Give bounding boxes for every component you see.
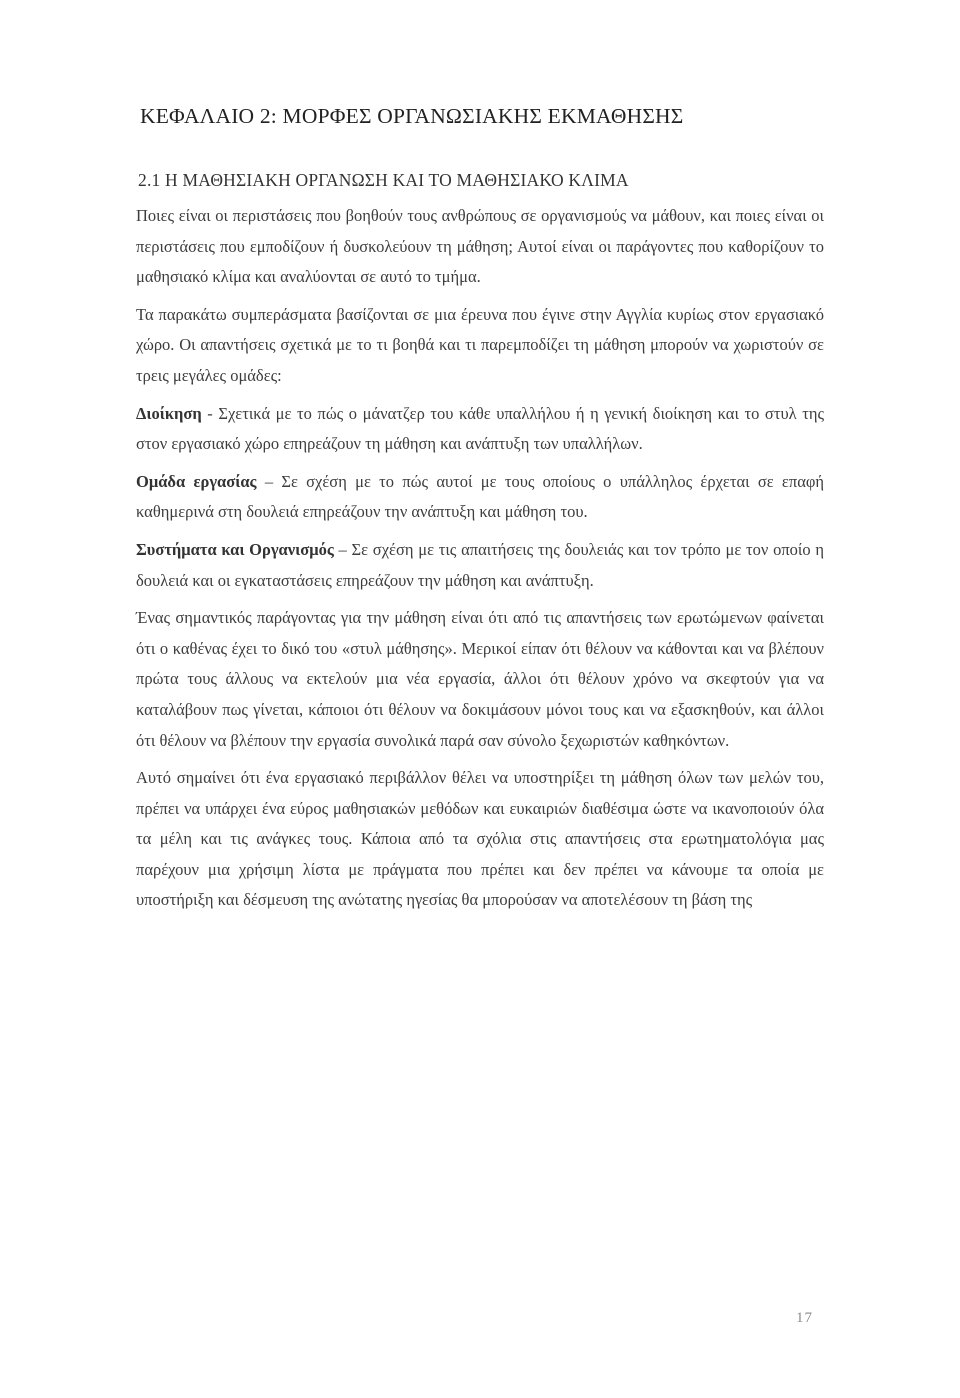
- paragraph-learning-style: Ένας σημαντικός παράγοντας για την μάθηση είναι ότι από τις απαντήσεις των ερωτώμενων φαίνεται ότι ο καθένας έχει το δικό του «στυλ μάθησης». Μερικοί είπαν ότι θέλουν να κάθονται και να βλέπουν πρώτα τους άλλους να εκτελούν μια νέα εργασία, άλλοι ότι θέλουν χρόνο να σκεφτούν για να καταλάβουν πως γίνεται, κάποιοι ότι θέλουν να δοκιμάσουν μόνοι τους και να εξασκηθούν, και άλλοι ότι θέλουν να βλέπουν την εργασία συνολικά παρά σαν σύνολο ξεχωριστών καθηκόντων.: [136, 608, 824, 750]
- paragraph-environment: Αυτό σημαίνει ότι ένα εργασιακό περιβάλλον θέλει να υποστηρίξει τη μάθηση όλων των μελών του, πρέπει να υπάρχει ένα εύρος μαθησιακών μεθόδων και ευκαιριών διαθέσιμα ώστε να ικανοποιούν όλα τα μέλη και τις ανάγκες τους. Κάποια από τα σχόλια στις απαντήσεις στα ερωτηματολόγια μας παρέχουν μια χρήσιμη λίστα με πράγματα που πρέπει και δεν πρέπει να κάνουμε τα οποία με υποστήριξη και δέσμευση της ανώτατης ηγεσίας θα μπορούσαν να αποτελέσουν τη βάση της: [136, 768, 824, 910]
- paragraph-research: Τα παρακάτω συμπεράσματα βασίζονται σε μια έρευνα που έγινε στην Αγγλία κυρίως στον εργασιακό χώρο. Οι απαντήσεις σχετικά με το τι βοηθά και τι παρεμποδίζει τη μάθηση μπορούν να χωριστούν σε τρεις μεγάλες ομάδες:: [136, 304, 824, 385]
- paragraph-intro: Ποιες είναι οι περιστάσεις που βοηθούν τους ανθρώπους σε οργανισμούς να μάθουν, και ποιες είναι οι περιστάσεις που εμποδίζουν ή δυσκολεύουν τη μάθηση; Αυτοί είναι οι παράγοντες που καθορίζουν το μαθησιακό κλίμα και αναλύονται σε αυτό το τμήμα.: [136, 206, 824, 287]
- management-description: - Σχετικά με το πώς ο μάνατζερ του κάθε υπαλλήλου ή η γενική διοίκηση και το στυλ της στον εργασιακό χώρο επηρεάζουν τη μάθηση και ανάπτυξη των υπαλλήλων.: [136, 403, 824, 454]
- systems-description: – Σε σχέση με τις απαιτήσεις της δουλειάς και τον τρόπο με τον οποίο η δουλειά και οι εγκαταστάσεις επηρεάζουν την μάθηση και ανάπτυξη.: [136, 539, 824, 590]
- page-number: 17: [796, 1310, 813, 1326]
- paragraph-management: [136, 399, 824, 460]
- section-title: 2.1 Η ΜΑΘΗΣΙΑΚΗ ΟΡΓΑΝΩΣΗ ΚΑΙ ΤΟ ΜΑΘΗΣΙΑΚΟ ΚΛΙΜΑ: [138, 170, 629, 190]
- term-systems: Συστήματα και Οργανισμός: [136, 539, 334, 559]
- team-description: – Σε σχέση με το πώς αυτοί με τους οποίους ο υπάλληλος έρχεται σε επαφή καθημερινά στη δουλειά επηρεάζουν την ανάπτυξη και μάθηση του.: [136, 471, 824, 522]
- paragraph-team: [136, 467, 824, 528]
- term-team: Ομάδα εργασίας: [136, 471, 257, 491]
- paragraph-systems: [136, 535, 824, 596]
- term-management: Διοίκηση: [136, 403, 202, 423]
- chapter-title: ΚΕΦΑΛΑΙΟ 2: ΜΟΡΦΕΣ ΟΡΓΑΝΩΣΙΑΚΗΣ ΕΚΜΑΘΗΣΗΣ: [140, 104, 684, 128]
- document-page: [136, 96, 824, 916]
